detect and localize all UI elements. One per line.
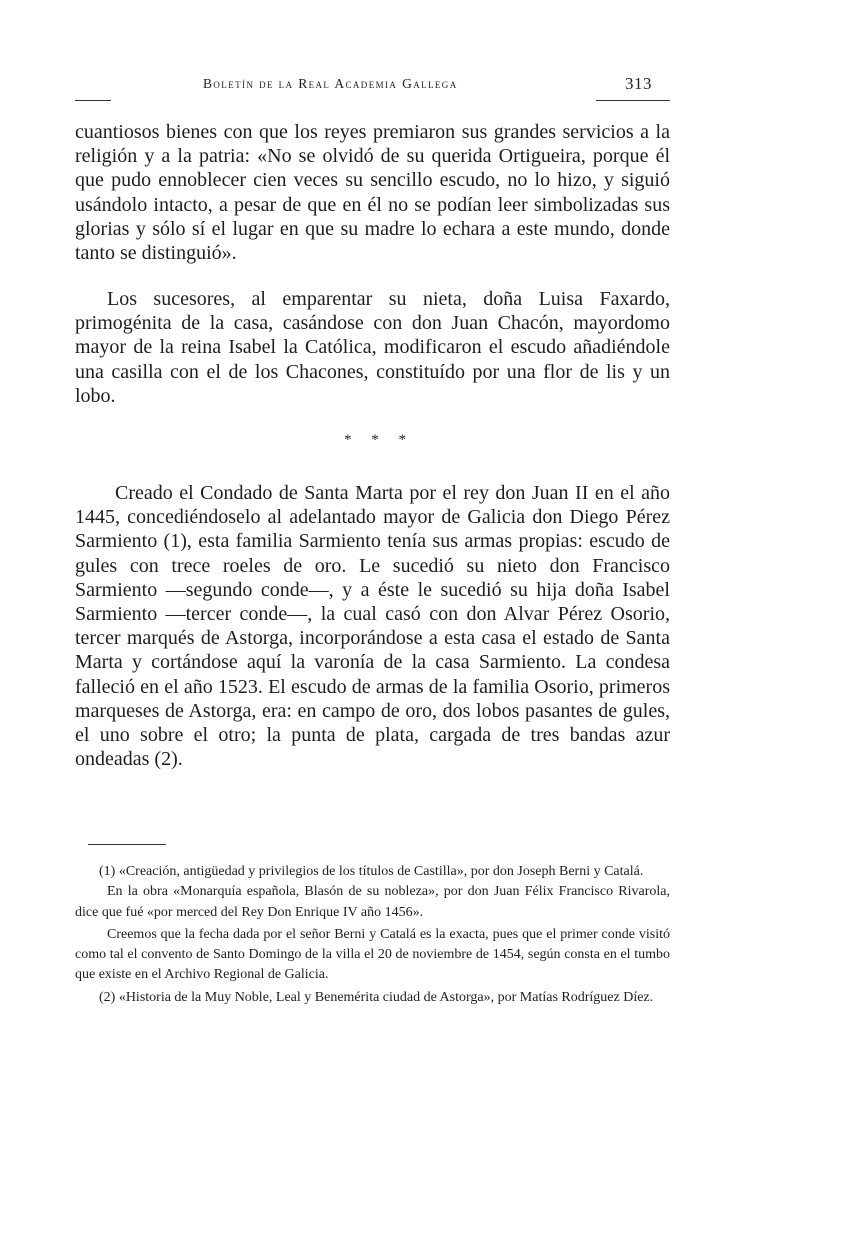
footnote-1-continuation-b: Creemos que la fecha dada por el señor Berni y Catalá es la exacta, pues que el primer conde visitó como tal el convento de Santo Domingo de la villa el 20 de noviembre de 1454, según consta en el tumbo que existe en el Archivo Regional de Galicia. [75,926,670,983]
footnotes [75,862,670,1010]
running-header [75,72,670,102]
header-rule-right [596,100,670,101]
paragraph-3: Creado el Condado de Santa Marta por el rey don Juan II en el año 1445, concediéndoselo al adelantado mayor de Galicia don Diego Pérez Sarmiento (1), esta familia Sarmiento tenía sus armas propias: escudo de gules con trece roeles de oro. Le sucedió su nieto don Francisco Sarmiento —segundo conde—, y a éste le sucedió su hija doña Isabel Sarmiento —tercer conde—, la cual casó con don Alvar Pérez Osorio, tercer marqués de Astorga, incorporándose a esta casa el estado de Santa Marta y cortándose aquí la varonía de la casa Sarmiento. La condesa falleció en el año 1523. El escudo de armas de la familia Osorio, primeros marqueses de Astorga, era: en campo de oro, dos lobos pasantes de gules, el uno sobre el otro; la punta de plata, cargada de tres bandas azur ondeadas (2). [75,482,670,771]
paragraph-1: cuantiosos bienes con que los reyes premiaron sus grandes servicios a la religión y a la patria: «No se olvidó de su querida Ortigueira, porque él que pudo ennoblecer cien veces su sencillo escudo, no lo hizo, y siguió usándolo intacto, a pesar de que en él no se podían leer simbolizadas sus glorias y sólo sí el lugar en que su madre lo echara a este mundo, donde tanto se distinguió». [75,121,670,265]
footnote-1-continuation-a: En la obra «Monarquía española, Blasón de su nobleza», por don Juan Félix Francisco Rivarola, dice que fué «por merced del Rey Don Enrique IV año 1456». [75,884,670,920]
journal-title: Boletín de la Real Academia Gallega [203,76,458,91]
footnote-rule [88,844,166,845]
header-rule-left [75,100,111,101]
footnote-2: (2) «Historia de la Muy Noble, Leal y Benemérita ciudad de Astorga», por Matías Rodríguez Díez. [99,989,654,1005]
section-separator: * * * [344,432,414,448]
footnote-1: (1) «Creación, antigüedad y privilegios de los títulos de Castilla», por don Joseph Berni y Catalá. [99,864,644,879]
paragraph-2: Los sucesores, al emparentar su nieta, doña Luisa Faxardo, primogénita de la casa, casándose con don Juan Chacón, mayordomo mayor de la reina Isabel la Católica, modificaron el escudo añadiéndole una casilla con el de los Chacones, constituído por una flor de lis y un lobo. [75,288,670,407]
page-number: 313 [625,74,652,93]
